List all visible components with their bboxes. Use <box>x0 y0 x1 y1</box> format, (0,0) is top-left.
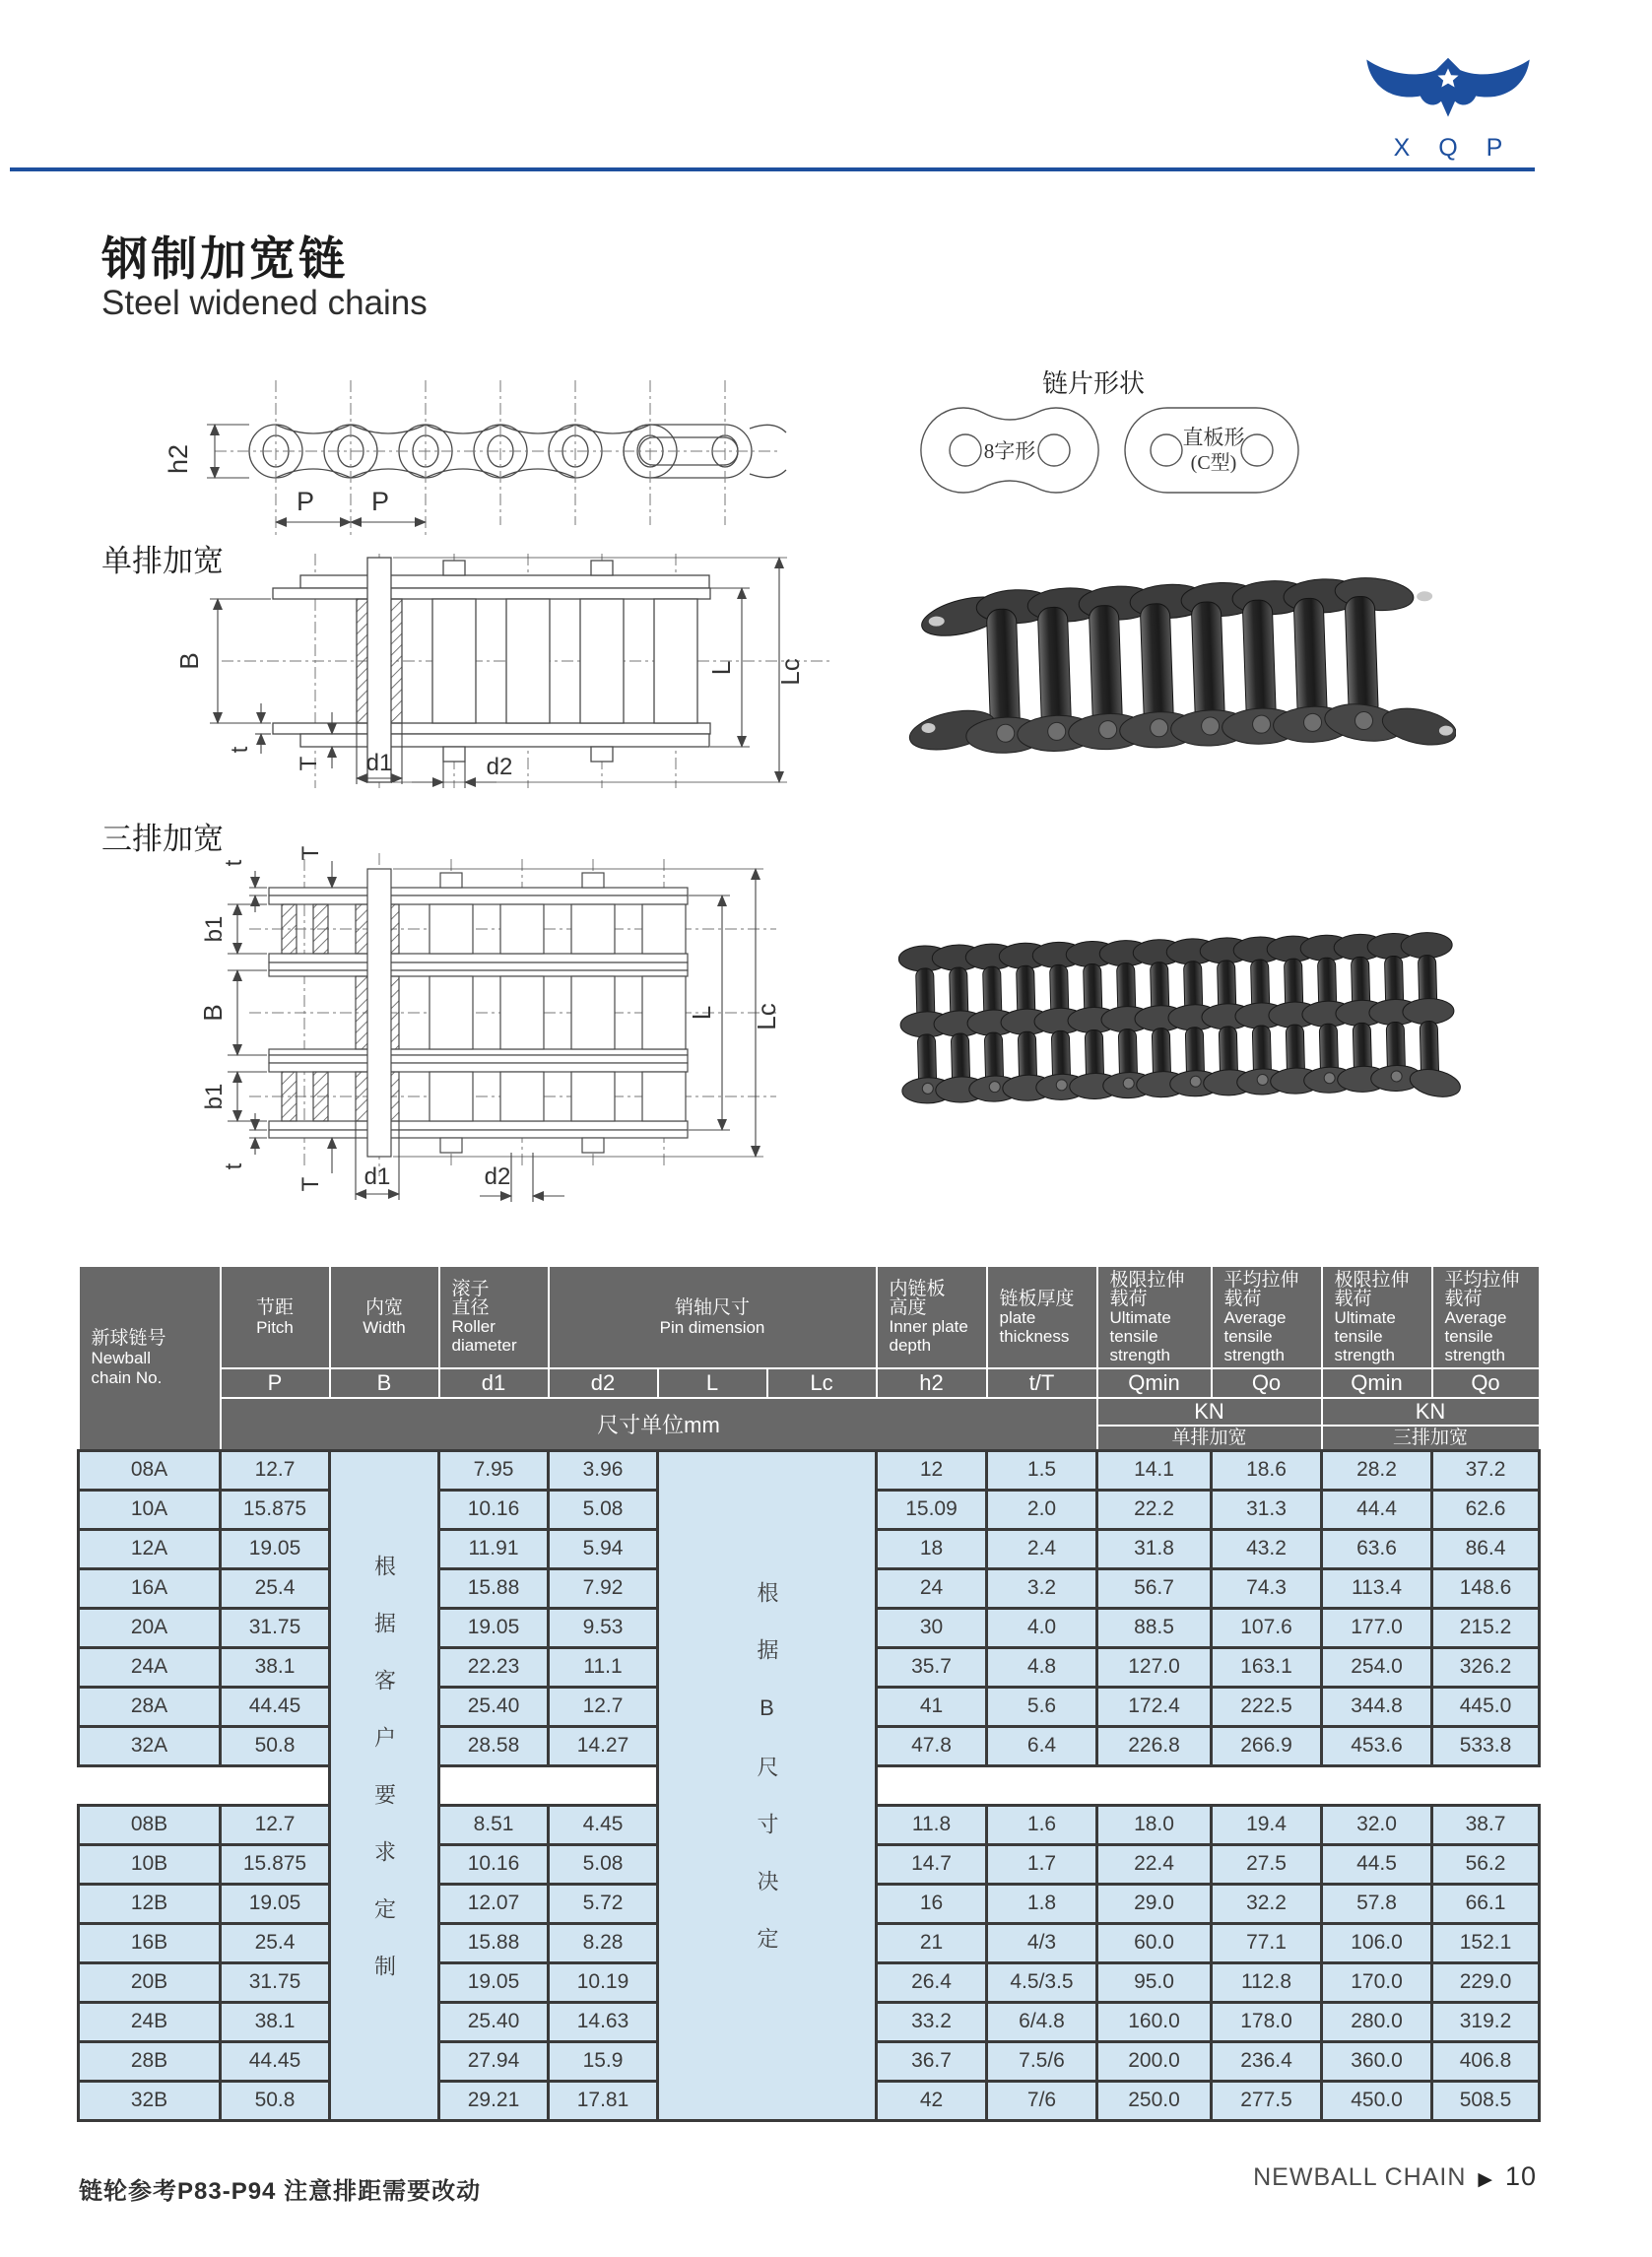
cell-chain-no: 12A <box>79 1529 221 1568</box>
cell-qmin-triple: 453.6 <box>1322 1726 1432 1765</box>
cell-d2: 11.1 <box>549 1647 658 1687</box>
cell-d2: 3.96 <box>549 1450 658 1490</box>
cell-qo-triple: 319.2 <box>1432 2002 1540 2041</box>
cell-pitch: 25.4 <box>221 1568 330 1608</box>
cell-d1: 25.40 <box>439 1687 549 1726</box>
cell-pitch: 31.75 <box>221 1608 330 1647</box>
spec-row <box>79 1450 1540 1490</box>
plate-fig8-label: 8字形 <box>983 439 1036 463</box>
cell-thickness: 5.6 <box>987 1687 1097 1726</box>
cell-qmin-single: 31.8 <box>1097 1529 1212 1568</box>
cell-qmin-single: 250.0 <box>1097 2081 1212 2120</box>
cell-qo-single: 112.8 <box>1212 1962 1322 2002</box>
width-custom-note: 根据客户要求定制 <box>330 1450 439 2120</box>
cell-qmin-single: 18.0 <box>1097 1805 1212 1844</box>
cell-d2: 8.28 <box>549 1923 658 1962</box>
cell-pitch: 25.4 <box>221 1923 330 1962</box>
cell-qmin-single: 22.2 <box>1097 1490 1212 1529</box>
cell-d1: 8.51 <box>439 1805 549 1844</box>
cell-qmin-triple: 254.0 <box>1322 1647 1432 1687</box>
cell-d2: 7.92 <box>549 1568 658 1608</box>
cell-chain-no: 20A <box>79 1608 221 1647</box>
cell-qmin-triple: 44.4 <box>1322 1490 1432 1529</box>
chain-side-view-diagram <box>158 372 788 555</box>
dim-label-T: T <box>296 756 322 771</box>
cell-h2: 36.7 <box>877 2041 987 2081</box>
cell-pitch: 19.05 <box>221 1529 330 1568</box>
cell-chain-no: 10B <box>79 1844 221 1884</box>
cell-qo-triple: 406.8 <box>1432 2041 1540 2081</box>
cell-qmin-triple: 177.0 <box>1322 1608 1432 1647</box>
cell-qmin-single: 226.8 <box>1097 1726 1212 1765</box>
cell-qo-single: 19.4 <box>1212 1805 1322 1844</box>
cell-thickness: 2.4 <box>987 1529 1097 1568</box>
cell-qmin-triple: 113.4 <box>1322 1568 1432 1608</box>
cell-chain-no: 10A <box>79 1490 221 1529</box>
cell-qmin-single: 200.0 <box>1097 2041 1212 2081</box>
dim-label-t-top: t <box>221 859 247 867</box>
cell-qo-triple: 326.2 <box>1432 1647 1540 1687</box>
cell-d1: 10.16 <box>439 1844 549 1884</box>
group-single-widened: 单排加宽 <box>1097 1426 1322 1450</box>
page-number: 10 <box>1504 2161 1537 2191</box>
cell-qmin-triple: 106.0 <box>1322 1923 1432 1962</box>
dim-label-t: t <box>227 746 253 754</box>
gap-cell <box>877 1765 1540 1805</box>
cell-d2: 10.19 <box>549 1962 658 2002</box>
cell-d1: 11.91 <box>439 1529 549 1568</box>
sym-d2: d2 <box>549 1368 658 1398</box>
cell-d2: 17.81 <box>549 2081 658 2120</box>
cell-h2: 21 <box>877 1923 987 1962</box>
spec-table <box>77 1265 1541 2122</box>
cell-qo-triple: 86.4 <box>1432 1529 1540 1568</box>
cell-d1: 15.88 <box>439 1923 549 1962</box>
cell-pitch: 38.1 <box>221 1647 330 1687</box>
cell-qmin-single: 172.4 <box>1097 1687 1212 1726</box>
dim-label-T-bottom: T <box>297 1176 324 1192</box>
cell-qo-single: 43.2 <box>1212 1529 1322 1568</box>
cell-pitch: 15.875 <box>221 1490 330 1529</box>
cell-d1: 7.95 <box>439 1450 549 1490</box>
cell-qo-triple: 445.0 <box>1432 1687 1540 1726</box>
cell-chain-no: 20B <box>79 1962 221 2002</box>
cell-qo-single: 178.0 <box>1212 2002 1322 2041</box>
page-title-en: Steel widened chains <box>101 284 428 322</box>
cell-h2: 24 <box>877 1568 987 1608</box>
cell-qo-single: 32.2 <box>1212 1884 1322 1923</box>
cell-d1: 27.94 <box>439 2041 549 2081</box>
cell-thickness: 1.8 <box>987 1884 1097 1923</box>
cell-chain-no: 24B <box>79 2002 221 2041</box>
cell-chain-no: 28A <box>79 1687 221 1726</box>
cell-thickness: 1.7 <box>987 1844 1097 1884</box>
cell-chain-no: 32A <box>79 1726 221 1765</box>
cell-d1: 29.21 <box>439 2081 549 2120</box>
dim-label-h2: h2 <box>164 443 193 475</box>
cell-thickness: 1.5 <box>987 1450 1097 1490</box>
cell-h2: 33.2 <box>877 2002 987 2041</box>
cell-qo-single: 74.3 <box>1212 1568 1322 1608</box>
cell-d2: 5.94 <box>549 1529 658 1568</box>
cell-qo-single: 107.6 <box>1212 1608 1322 1647</box>
dim-label-t-bottom: t <box>221 1162 247 1170</box>
cell-thickness: 2.0 <box>987 1490 1097 1529</box>
cell-thickness: 7/6 <box>987 2081 1097 2120</box>
dim-label-L: L <box>706 660 736 676</box>
cell-h2: 11.8 <box>877 1805 987 1844</box>
cell-d1: 10.16 <box>439 1490 549 1529</box>
cell-qo-triple: 62.6 <box>1432 1490 1540 1529</box>
sym-tt: t/T <box>987 1368 1097 1398</box>
cell-chain-no: 08A <box>79 1450 221 1490</box>
col-header-thickness: 链板厚度 plate thickness <box>987 1266 1097 1368</box>
brand-logo-text: X Q P <box>1393 134 1514 162</box>
cell-pitch: 44.45 <box>221 2041 330 2081</box>
cell-d2: 4.45 <box>549 1805 658 1844</box>
sym-h2: h2 <box>877 1368 987 1398</box>
cell-qmin-single: 29.0 <box>1097 1884 1212 1923</box>
cell-thickness: 1.6 <box>987 1805 1097 1844</box>
cell-qo-triple: 508.5 <box>1432 2081 1540 2120</box>
cell-d2: 12.7 <box>549 1687 658 1726</box>
cell-qmin-triple: 63.6 <box>1322 1529 1432 1568</box>
cell-h2: 26.4 <box>877 1962 987 2002</box>
cell-qo-single: 236.4 <box>1212 2041 1322 2081</box>
cell-pitch: 19.05 <box>221 1884 330 1923</box>
sym-p: P <box>221 1368 330 1398</box>
cell-qmin-triple: 280.0 <box>1322 2002 1432 2041</box>
plate-shape-diagram <box>906 366 1320 514</box>
plate-shape-title: 链片形状 <box>1041 369 1146 398</box>
cell-h2: 12 <box>877 1450 987 1490</box>
cell-qo-single: 277.5 <box>1212 2081 1322 2120</box>
cell-qo-single: 18.6 <box>1212 1450 1322 1490</box>
dim-label-d1: d1 <box>365 750 393 776</box>
dim-label-T-top: T <box>297 845 324 861</box>
cell-d1: 28.58 <box>439 1726 549 1765</box>
cell-qmin-triple: 170.0 <box>1322 1962 1432 2002</box>
cell-thickness: 6.4 <box>987 1726 1097 1765</box>
cell-qo-triple: 38.7 <box>1432 1805 1540 1844</box>
cell-d2: 9.53 <box>549 1608 658 1647</box>
cell-d1: 22.23 <box>439 1647 549 1687</box>
col-header-inner-plate: 内链板 高度 Inner plate depth <box>877 1266 987 1368</box>
dim-label-d1: d1 <box>363 1163 391 1190</box>
footer-brand <box>1133 2161 1537 2192</box>
cell-thickness: 4.0 <box>987 1608 1097 1647</box>
dim-label-B: B <box>174 652 204 670</box>
triple-row-chain-photo <box>882 914 1492 1121</box>
header-rule <box>10 167 1535 171</box>
dim-label-b1-bottom: b1 <box>201 1083 228 1110</box>
dim-label-Lc: Lc <box>775 658 805 686</box>
cell-h2: 16 <box>877 1884 987 1923</box>
triple-row-plan-diagram <box>131 833 840 1247</box>
dim-label-B: B <box>198 1004 228 1022</box>
kn-triple: KN <box>1322 1398 1540 1426</box>
cell-qo-single: 27.5 <box>1212 1844 1322 1884</box>
cell-pitch: 38.1 <box>221 2002 330 2041</box>
cell-qo-triple: 148.6 <box>1432 1568 1540 1608</box>
cell-qo-triple: 66.1 <box>1432 1884 1540 1923</box>
cell-thickness: 4.8 <box>987 1647 1097 1687</box>
cell-qmin-triple: 344.8 <box>1322 1687 1432 1726</box>
cell-h2: 47.8 <box>877 1726 987 1765</box>
cell-chain-no: 12B <box>79 1884 221 1923</box>
dim-label-L: L <box>687 1005 716 1021</box>
sym-l: L <box>658 1368 767 1398</box>
col-header-average-single: 平均拉伸 载荷 Average tensile strength <box>1212 1266 1322 1368</box>
single-row-plan-diagram <box>153 548 842 794</box>
sym-lc: Lc <box>767 1368 877 1398</box>
cell-qo-single: 222.5 <box>1212 1687 1322 1726</box>
cell-qo-triple: 152.1 <box>1432 1923 1540 1962</box>
cell-qmin-single: 127.0 <box>1097 1647 1212 1687</box>
page-arrow-icon: ▶ <box>1478 2169 1493 2190</box>
cell-chain-no: 32B <box>79 2081 221 2120</box>
cell-d2: 5.72 <box>549 1884 658 1923</box>
pin-size-note: 根据B尺寸决定 <box>658 1450 877 2120</box>
cell-chain-no: 16A <box>79 1568 221 1608</box>
cell-d1: 19.05 <box>439 1962 549 2002</box>
gap-cell <box>439 1765 658 1805</box>
cell-qmin-single: 88.5 <box>1097 1608 1212 1647</box>
sym-qo-single: Qo <box>1212 1368 1322 1398</box>
sym-qmin-triple: Qmin <box>1322 1368 1432 1398</box>
single-row-chain-photo <box>904 540 1456 766</box>
cell-d2: 5.08 <box>549 1844 658 1884</box>
cell-chain-no: 16B <box>79 1923 221 1962</box>
cell-qmin-single: 95.0 <box>1097 1962 1212 2002</box>
plate-straight-label: 直板形 <box>1182 426 1245 449</box>
cell-qo-single: 77.1 <box>1212 1923 1322 1962</box>
cell-qo-single: 31.3 <box>1212 1490 1322 1529</box>
spec-table-body <box>79 1450 1540 2120</box>
plate-ctype-label: (C型) <box>1190 452 1237 474</box>
sym-qmin-single: Qmin <box>1097 1368 1212 1398</box>
cell-qo-triple: 56.2 <box>1432 1844 1540 1884</box>
cell-qmin-single: 14.1 <box>1097 1450 1212 1490</box>
cell-pitch: 50.8 <box>221 1726 330 1765</box>
cell-d2: 14.63 <box>549 2002 658 2041</box>
col-header-ultimate-triple: 极限拉伸 载荷 Ultimate tensile strength <box>1322 1266 1432 1368</box>
cell-qo-triple: 37.2 <box>1432 1450 1540 1490</box>
col-header-chain-no: 新球链号 Newball chain No. <box>79 1266 221 1450</box>
cell-pitch: 44.45 <box>221 1687 330 1726</box>
cell-d1: 19.05 <box>439 1608 549 1647</box>
col-header-roller: 滚子 直径 Roller diameter <box>439 1266 549 1368</box>
cell-chain-no: 28B <box>79 2041 221 2081</box>
cell-h2: 42 <box>877 2081 987 2120</box>
kn-single: KN <box>1097 1398 1322 1426</box>
footer-brand-text: NEWBALL CHAIN <box>1253 2163 1467 2191</box>
cell-pitch: 12.7 <box>221 1805 330 1844</box>
cell-thickness: 3.2 <box>987 1568 1097 1608</box>
cell-qmin-triple: 450.0 <box>1322 2081 1432 2120</box>
cell-d2: 5.08 <box>549 1490 658 1529</box>
cell-chain-no: 24A <box>79 1647 221 1687</box>
cell-chain-no: 08B <box>79 1805 221 1844</box>
col-header-width: 内宽 Width <box>330 1266 439 1368</box>
cell-h2: 35.7 <box>877 1647 987 1687</box>
footer-note: 链轮参考P83-P94 注意排距需要改动 <box>79 2178 482 2205</box>
group-triple-widened: 三排加宽 <box>1322 1426 1540 1450</box>
cell-qmin-triple: 28.2 <box>1322 1450 1432 1490</box>
cell-pitch: 50.8 <box>221 2081 330 2120</box>
dim-label-d2: d2 <box>486 754 513 780</box>
cell-d1: 25.40 <box>439 2002 549 2041</box>
cell-d2: 15.9 <box>549 2041 658 2081</box>
col-header-average-triple: 平均拉伸 载荷 Average tensile strength <box>1432 1266 1540 1368</box>
triple-row-section-label: 三排加宽 <box>101 822 224 856</box>
cell-d1: 12.07 <box>439 1884 549 1923</box>
cell-qmin-single: 22.4 <box>1097 1844 1212 1884</box>
cell-h2: 41 <box>877 1687 987 1726</box>
single-row-section-label: 单排加宽 <box>101 544 224 578</box>
cell-qmin-triple: 32.0 <box>1322 1805 1432 1844</box>
cell-qmin-triple: 44.5 <box>1322 1844 1432 1884</box>
col-header-pin: 销轴尺寸 Pin dimension <box>549 1266 877 1368</box>
cell-d1: 15.88 <box>439 1568 549 1608</box>
cell-qmin-single: 56.7 <box>1097 1568 1212 1608</box>
cell-thickness: 4.5/3.5 <box>987 1962 1097 2002</box>
sym-b: B <box>330 1368 439 1398</box>
dim-label-d2: d2 <box>484 1163 511 1190</box>
page-title-zh: 钢制加宽链 <box>101 232 348 285</box>
cell-thickness: 4/3 <box>987 1923 1097 1962</box>
cell-thickness: 7.5/6 <box>987 2041 1097 2081</box>
cell-pitch: 31.75 <box>221 1962 330 2002</box>
col-header-pitch: 节距 Pitch <box>221 1266 330 1368</box>
cell-qo-single: 266.9 <box>1212 1726 1322 1765</box>
cell-pitch: 15.875 <box>221 1844 330 1884</box>
cell-qo-triple: 229.0 <box>1432 1962 1540 2002</box>
cell-d2: 14.27 <box>549 1726 658 1765</box>
brand-wing-logo-icon <box>1361 47 1535 138</box>
gap-cell <box>79 1765 330 1805</box>
cell-h2: 15.09 <box>877 1490 987 1529</box>
sym-d1: d1 <box>439 1368 549 1398</box>
cell-thickness: 6/4.8 <box>987 2002 1097 2041</box>
dim-label-p1: P <box>296 487 315 516</box>
cell-h2: 18 <box>877 1529 987 1568</box>
dim-label-Lc: Lc <box>752 1003 781 1030</box>
cell-qo-triple: 533.8 <box>1432 1726 1540 1765</box>
cell-pitch: 12.7 <box>221 1450 330 1490</box>
cell-qo-triple: 215.2 <box>1432 1608 1540 1647</box>
dim-label-b1-top: b1 <box>201 915 228 943</box>
cell-qo-single: 163.1 <box>1212 1647 1322 1687</box>
col-header-ultimate-single: 极限拉伸 载荷 Ultimate tensile strength <box>1097 1266 1212 1368</box>
cell-h2: 14.7 <box>877 1844 987 1884</box>
unit-note: 尺寸单位mm <box>221 1398 1097 1450</box>
sym-qo-triple: Qo <box>1432 1368 1540 1398</box>
cell-qmin-single: 160.0 <box>1097 2002 1212 2041</box>
cell-qmin-triple: 360.0 <box>1322 2041 1432 2081</box>
cell-qmin-triple: 57.8 <box>1322 1884 1432 1923</box>
cell-h2: 30 <box>877 1608 987 1647</box>
dim-label-p2: P <box>370 487 390 516</box>
cell-qmin-single: 60.0 <box>1097 1923 1212 1962</box>
